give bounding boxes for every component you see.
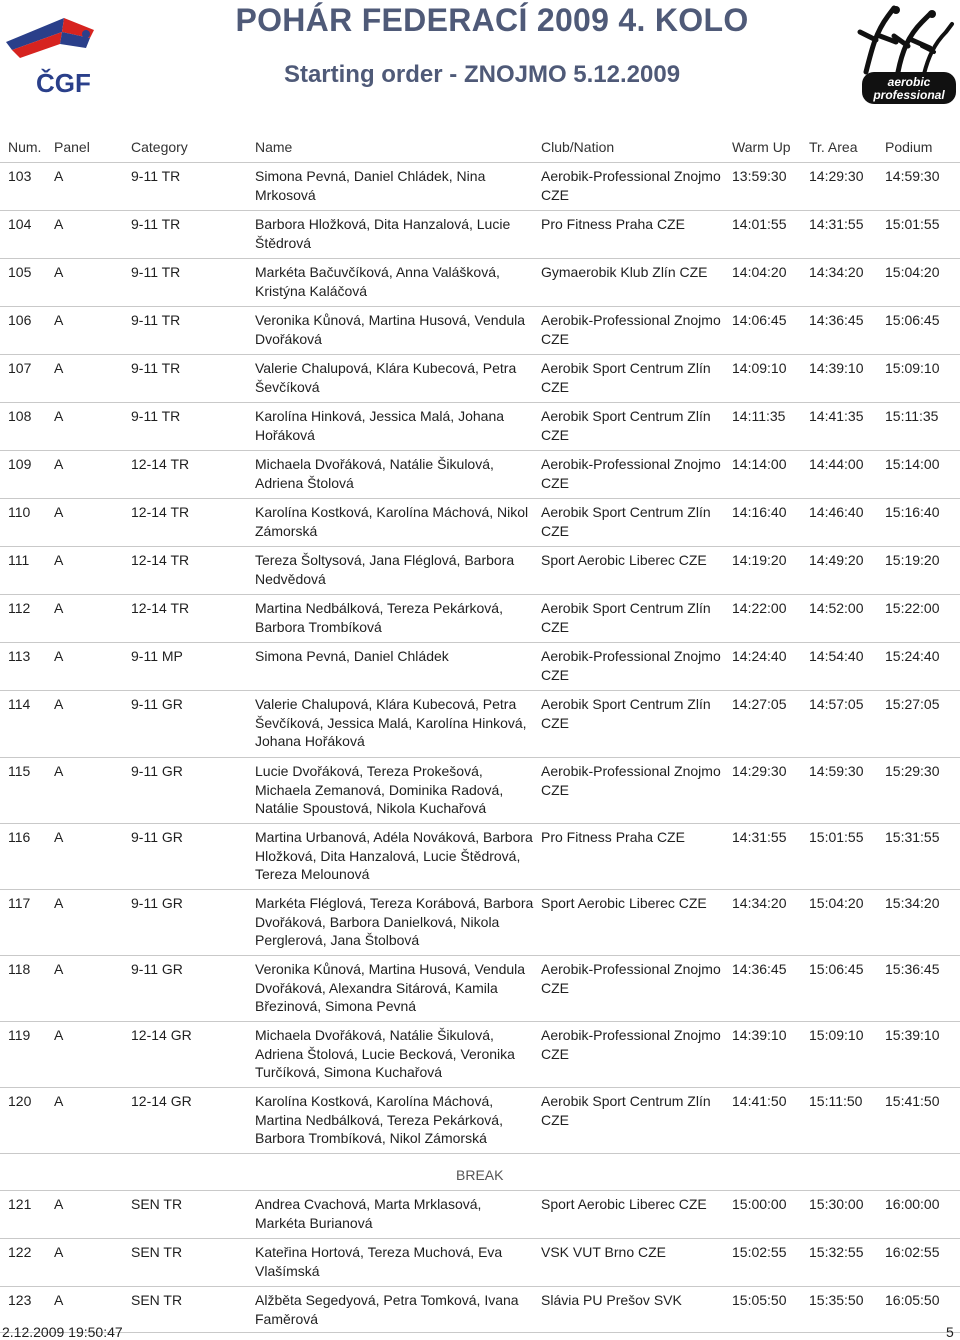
break-label: BREAK <box>456 1167 504 1183</box>
cell-panel: A <box>54 648 64 664</box>
cell-num: 115 <box>8 763 31 779</box>
cell-name: Markéta Bačuvčíková, Anna Valášková, Kristýna Kaláčová <box>255 264 500 299</box>
cell-area: 14:39:10 <box>809 360 864 376</box>
cell-area: 14:36:45 <box>809 312 864 328</box>
cell-club: Slávia PU Prešov SVK <box>541 1292 682 1308</box>
cell-panel: A <box>54 829 64 845</box>
cell-podium: 15:14:00 <box>885 456 940 472</box>
cell-warmup: 14:06:45 <box>732 312 787 328</box>
cell-warmup: 14:11:35 <box>732 408 786 424</box>
cell-name: Tereza Šoltysová, Jana Fléglová, Barbora Nedvědová <box>255 552 515 587</box>
cell-area: 15:35:50 <box>809 1292 864 1308</box>
table-row <box>0 259 960 307</box>
cell-category: 9-11 TR <box>131 168 181 184</box>
cell-panel: A <box>54 216 64 232</box>
cell-category: 9-11 MP <box>131 648 183 664</box>
cell-panel: A <box>54 168 64 184</box>
cell-warmup: 15:00:00 <box>732 1196 787 1212</box>
svg-text:ČGF: ČGF <box>36 68 91 98</box>
cell-num: 123 <box>8 1292 32 1308</box>
cell-name: Martina Urbanová, Adéla Nováková, Barbora Hložková, Dita Hanzalová, Lucie Štědrová, Tereza Melounová <box>255 829 533 882</box>
cell-name: Karolína Kostková, Karolína Máchová, Nikol Zámorská <box>255 504 529 539</box>
cell-category: 9-11 GR <box>131 829 183 845</box>
cell-area: 14:57:05 <box>809 696 864 712</box>
cell-panel: A <box>54 312 64 328</box>
cgf-logo-icon <box>2 8 122 100</box>
print-timestamp: 2.12.2009 19:50:47 <box>2 1324 123 1340</box>
cell-warmup: 13:59:30 <box>732 168 787 184</box>
cell-num: 107 <box>8 360 32 376</box>
cell-club: Gymaerobik Klub Zlín CZE <box>541 264 708 280</box>
cell-num: 103 <box>8 168 32 184</box>
cell-area: 14:29:30 <box>809 168 864 184</box>
cell-warmup: 14:14:00 <box>732 456 787 472</box>
table-row <box>0 307 960 355</box>
cell-area: 14:41:35 <box>809 408 864 424</box>
cell-category: SEN TR <box>131 1292 183 1308</box>
cell-warmup: 14:16:40 <box>732 504 787 520</box>
table-header <box>0 134 960 163</box>
cell-category: 12-14 TR <box>131 504 190 520</box>
cell-panel: A <box>54 1027 64 1043</box>
cell-category: 9-11 TR <box>131 408 181 424</box>
cell-club: Pro Fitness Praha CZE <box>541 216 685 232</box>
cell-podium: 15:01:55 <box>885 216 940 232</box>
table-row <box>0 1190 960 1239</box>
cell-podium: 15:41:50 <box>885 1093 940 1109</box>
table-row <box>0 956 960 1022</box>
table-row <box>0 1287 960 1333</box>
cell-category: 12-14 TR <box>131 552 190 568</box>
cell-club: Aerobik-Professional Znojmo CZE <box>541 168 721 203</box>
cell-name: Kateřina Hortová, Tereza Muchová, Eva Vlašímská <box>255 1244 503 1279</box>
cell-warmup: 14:41:50 <box>732 1093 787 1109</box>
cell-name: Lucie Dvořáková, Tereza Prokešová, Michaela Zemanová, Dominika Radová, Natálie Spoustová, Nikola Kuchařová <box>255 763 504 816</box>
cell-area: 14:52:00 <box>809 600 864 616</box>
cell-panel: A <box>54 895 64 911</box>
table-row <box>0 163 960 211</box>
table-row <box>0 691 960 758</box>
table-row <box>0 211 960 259</box>
cell-club: Aerobik-Professional Znojmo CZE <box>541 456 721 491</box>
cell-category: 9-11 TR <box>131 312 181 328</box>
aerobic-professional-logo <box>836 2 958 106</box>
cell-panel: A <box>54 1196 64 1212</box>
cell-warmup: 14:22:00 <box>732 600 787 616</box>
cell-area: 14:44:00 <box>809 456 864 472</box>
cell-club: Aerobik-Professional Znojmo CZE <box>541 312 721 347</box>
cell-category: 12-14 GR <box>131 1093 192 1109</box>
cell-area: 14:49:20 <box>809 552 864 568</box>
cell-name: Alžběta Segedyová, Petra Tomková, Ivana Faměrová <box>255 1292 519 1327</box>
cell-club: Aerobik Sport Centrum Zlín CZE <box>541 504 711 539</box>
cell-panel: A <box>54 1244 64 1260</box>
cell-category: 12-14 GR <box>131 1027 192 1043</box>
cell-area: 15:06:45 <box>809 961 864 977</box>
cell-warmup: 14:24:40 <box>732 648 787 664</box>
cell-podium: 15:06:45 <box>885 312 940 328</box>
col-panel: Panel <box>54 139 90 155</box>
cell-podium: 15:16:40 <box>885 504 940 520</box>
cell-area: 15:32:55 <box>809 1244 864 1260</box>
cell-num: 105 <box>8 264 32 280</box>
table-row <box>0 403 960 451</box>
cell-num: 111 <box>8 552 30 568</box>
cell-num: 113 <box>8 648 31 664</box>
cell-name: Karolína Hinková, Jessica Malá, Johana Hořáková <box>255 408 505 443</box>
cell-warmup: 15:02:55 <box>732 1244 787 1260</box>
cell-podium: 16:02:55 <box>885 1244 940 1260</box>
col-name: Name <box>255 139 293 155</box>
cell-podium: 16:05:50 <box>885 1292 940 1308</box>
table-row <box>0 451 960 499</box>
page-header <box>0 0 960 132</box>
cell-podium: 16:00:00 <box>885 1196 940 1212</box>
table-row <box>0 1088 960 1154</box>
cell-category: 9-11 GR <box>131 961 183 977</box>
cell-name: Simona Pevná, Daniel Chládek, Nina Mrkosová <box>255 168 486 203</box>
table-row <box>0 595 960 643</box>
cell-num: 119 <box>8 1027 31 1043</box>
cell-panel: A <box>54 696 64 712</box>
starting-order-table <box>0 134 960 1333</box>
cell-name: Andrea Cvachová, Marta Mrklasová, Markéta Burianová <box>255 1196 482 1231</box>
col-num: Num. <box>8 139 42 155</box>
cell-area: 15:11:50 <box>809 1093 863 1109</box>
cell-club: Sport Aerobic Liberec CZE <box>541 1196 707 1212</box>
cell-num: 121 <box>8 1196 32 1212</box>
cell-num: 108 <box>8 408 32 424</box>
cell-name: Michaela Dvořáková, Natálie Šikulová, Adriena Štolová <box>255 456 494 491</box>
cell-category: 9-11 GR <box>131 696 183 712</box>
table-row <box>0 499 960 547</box>
cell-name: Michaela Dvořáková, Natálie Šikulová, Adriena Štolová, Lucie Becková, Veronika Turčíková, Simona Kuchařová <box>255 1027 515 1080</box>
cell-club: Aerobik-Professional Znojmo CZE <box>541 1027 721 1062</box>
cell-name: Simona Pevná, Daniel Chládek <box>255 648 449 664</box>
cell-warmup: 14:34:20 <box>732 895 787 911</box>
cell-category: 9-11 GR <box>131 895 183 911</box>
col-podium: Podium <box>885 139 933 155</box>
cell-podium: 15:24:40 <box>885 648 940 664</box>
cell-name: Markéta Fléglová, Tereza Korábová, Barbora Dvořáková, Barbora Danielková, Nikola Perglerová, Jana Štolbová <box>255 895 534 948</box>
cell-podium: 15:34:20 <box>885 895 940 911</box>
cell-num: 114 <box>8 696 31 712</box>
cell-category: 9-11 TR <box>131 360 181 376</box>
cell-area: 14:54:40 <box>809 648 864 664</box>
cell-category: 9-11 TR <box>131 216 181 232</box>
cell-category: SEN TR <box>131 1196 183 1212</box>
cell-category: 12-14 TR <box>131 456 190 472</box>
cell-club: Aerobik-Professional Znojmo CZE <box>541 763 721 798</box>
table-row <box>0 643 960 691</box>
cell-warmup: 14:01:55 <box>732 216 787 232</box>
table-row <box>0 758 960 824</box>
break-divider <box>0 1154 960 1190</box>
cell-panel: A <box>54 408 64 424</box>
cell-name: Valerie Chalupová, Klára Kubecová, Petra Ševčíková <box>255 360 517 395</box>
cell-warmup: 14:39:10 <box>732 1027 787 1043</box>
table-row <box>0 1239 960 1287</box>
cell-panel: A <box>54 1292 64 1308</box>
cell-panel: A <box>54 961 64 977</box>
cell-panel: A <box>54 504 64 520</box>
cell-panel: A <box>54 763 64 779</box>
cell-area: 15:09:10 <box>809 1027 864 1043</box>
cell-area: 14:46:40 <box>809 504 864 520</box>
cell-name: Martina Nedbálková, Tereza Pekárková, Barbora Trombíková <box>255 600 503 635</box>
page-subtitle: Starting order - ZNOJMO 5.12.2009 <box>283 61 681 88</box>
cell-podium: 15:31:55 <box>885 829 940 845</box>
cgf-logo <box>2 8 122 100</box>
cell-area: 14:31:55 <box>809 216 864 232</box>
gymnasts-icon <box>836 2 958 106</box>
cell-name: Barbora Hložková, Dita Hanzalová, Lucie Štědrová <box>255 216 511 251</box>
cell-area: 15:01:55 <box>809 829 864 845</box>
cell-podium: 15:11:35 <box>885 408 939 424</box>
cell-podium: 15:29:30 <box>885 763 940 779</box>
cell-warmup: 14:04:20 <box>732 264 787 280</box>
cell-podium: 15:36:45 <box>885 961 940 977</box>
cell-club: Aerobik-Professional Znojmo CZE <box>541 961 721 996</box>
cell-club: VSK VUT Brno CZE <box>541 1244 667 1260</box>
cell-club: Aerobik Sport Centrum Zlín CZE <box>541 1093 711 1128</box>
cell-category: 9-11 GR <box>131 763 183 779</box>
cell-num: 109 <box>8 456 32 472</box>
cell-club: Aerobik-Professional Znojmo CZE <box>541 648 721 683</box>
cell-name: Karolína Kostková, Karolína Máchová, Martina Nedbálková, Tereza Pekárková, Barbora Trombíková, Nikol Zámorská <box>255 1093 503 1146</box>
cell-club: Aerobik Sport Centrum Zlín CZE <box>541 408 711 443</box>
table-row <box>0 547 960 595</box>
cell-panel: A <box>54 456 64 472</box>
col-area: Tr. Area <box>809 139 858 155</box>
table-row <box>0 355 960 403</box>
cell-name: Veronika Kůnová, Martina Husová, Vendula Dvořáková <box>255 312 526 347</box>
cell-warmup: 14:29:30 <box>732 763 787 779</box>
cell-podium: 15:27:05 <box>885 696 940 712</box>
cell-panel: A <box>54 552 64 568</box>
cell-club: Sport Aerobic Liberec CZE <box>541 895 707 911</box>
cell-num: 122 <box>8 1244 32 1260</box>
cell-area: 15:04:20 <box>809 895 864 911</box>
cell-category: 9-11 TR <box>131 264 181 280</box>
cell-num: 110 <box>8 504 31 520</box>
cell-name: Veronika Kůnová, Martina Husová, Vendula Dvořáková, Alexandra Sitárová, Kamila Březinová, Simona Pevná <box>255 961 526 1014</box>
cell-num: 118 <box>8 961 31 977</box>
cell-panel: A <box>54 1093 64 1109</box>
cell-podium: 15:19:20 <box>885 552 940 568</box>
cell-podium: 15:09:10 <box>885 360 940 376</box>
cell-warmup: 14:31:55 <box>732 829 787 845</box>
cell-warmup: 15:05:50 <box>732 1292 787 1308</box>
col-warmup: Warm Up <box>732 139 791 155</box>
col-category: Category <box>131 139 188 155</box>
cell-club: Aerobik Sport Centrum Zlín CZE <box>541 600 711 635</box>
cell-warmup: 14:19:20 <box>732 552 787 568</box>
cell-num: 117 <box>8 895 31 911</box>
cell-num: 104 <box>8 216 32 232</box>
cell-num: 106 <box>8 312 32 328</box>
cell-warmup: 14:09:10 <box>732 360 787 376</box>
cell-podium: 15:04:20 <box>885 264 940 280</box>
cell-panel: A <box>54 264 64 280</box>
cell-podium: 15:39:10 <box>885 1027 940 1043</box>
cell-panel: A <box>54 360 64 376</box>
page-title: POHÁR FEDERACÍ 2009 4. KOLO <box>235 2 749 38</box>
cell-warmup: 14:27:05 <box>732 696 787 712</box>
cell-podium: 14:59:30 <box>885 168 940 184</box>
col-club: Club/Nation <box>541 139 615 155</box>
cell-category: 12-14 TR <box>131 600 190 616</box>
svg-text:professional: professional <box>873 88 945 102</box>
cell-club: Sport Aerobic Liberec CZE <box>541 552 707 568</box>
cell-club: Aerobik Sport Centrum Zlín CZE <box>541 360 711 395</box>
cell-num: 112 <box>8 600 31 616</box>
page-number: 5 <box>946 1324 954 1340</box>
cell-area: 14:59:30 <box>809 763 864 779</box>
cell-club: Pro Fitness Praha CZE <box>541 829 685 845</box>
cell-club: Aerobik Sport Centrum Zlín CZE <box>541 696 711 731</box>
table-row <box>0 890 960 956</box>
cell-area: 15:30:00 <box>809 1196 864 1212</box>
cell-warmup: 14:36:45 <box>732 961 787 977</box>
table-row <box>0 824 960 890</box>
cell-num: 120 <box>8 1093 32 1109</box>
cell-podium: 15:22:00 <box>885 600 940 616</box>
svg-text:aerobic: aerobic <box>887 75 931 89</box>
cell-category: SEN TR <box>131 1244 183 1260</box>
cell-panel: A <box>54 600 64 616</box>
cell-num: 116 <box>8 829 31 845</box>
cell-area: 14:34:20 <box>809 264 864 280</box>
cell-name: Valerie Chalupová, Klára Kubecová, Petra Ševčíková, Jessica Malá, Karolína Hinková, Johana Hořáková <box>255 696 527 749</box>
table-row <box>0 1022 960 1088</box>
